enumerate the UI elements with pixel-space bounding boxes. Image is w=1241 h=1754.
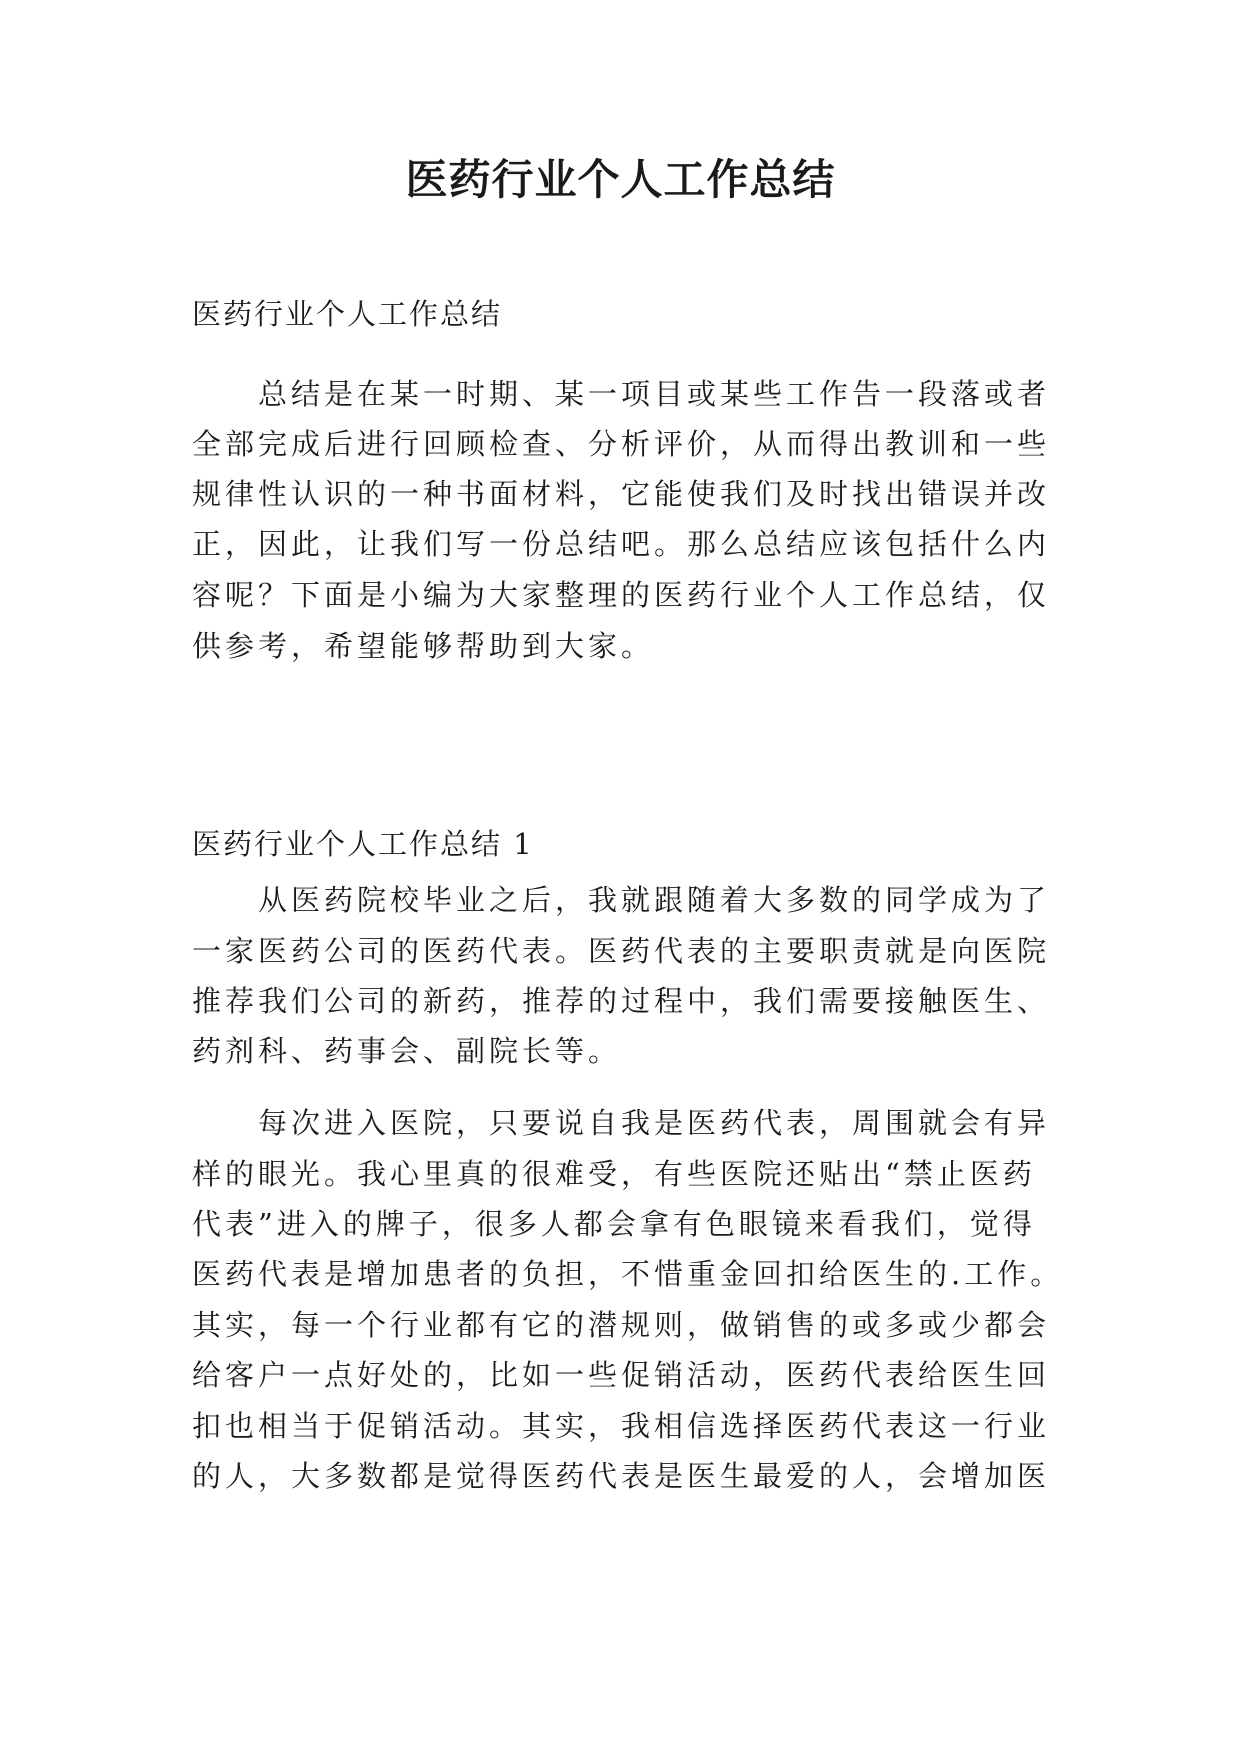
section1-para1-line: 推荐我们公司的新药，推荐的过程中，我们需要接触医生、 bbox=[192, 984, 1051, 1018]
section1-para1-line: 从医药院校毕业之后，我就跟随着大多数的同学成为了 bbox=[258, 883, 1051, 917]
section1-para2-line: 其实，每一个行业都有它的潜规则，做销售的或多或少都会 bbox=[192, 1308, 1051, 1342]
section1-para2-line: 的人，大多数都是觉得医药代表是医生最爱的人，会增加医 bbox=[192, 1459, 1051, 1493]
section1-para2-line: 每次进入医院，只要说自我是医药代表，周围就会有异 bbox=[258, 1106, 1051, 1140]
section1-para1-line: 药剂科、药事会、副院长等。 bbox=[192, 1034, 622, 1068]
section1-para2-line: 代表”进入的牌子，很多人都会拿有色眼镜来看我们，觉得 bbox=[192, 1207, 1036, 1241]
intro-line: 规律性认识的一种书面材料，它能使我们及时找出错误并改 bbox=[192, 477, 1051, 511]
section1-para2-line: 给客户一点好处的，比如一些促销活动，医药代表给医生回 bbox=[192, 1358, 1051, 1392]
section1-para2-line: 医药代表是增加患者的负担，不惜重金回扣给医生的.工作。 bbox=[192, 1257, 1064, 1291]
document-subtitle: 医药行业个人工作总结 bbox=[192, 297, 503, 331]
section-heading: 医药行业个人工作总结 1 bbox=[192, 827, 534, 861]
intro-line: 全部完成后进行回顾检查、分析评价，从而得出教训和一些 bbox=[192, 427, 1051, 461]
document-title: 医药行业个人工作总结 bbox=[405, 155, 836, 204]
section1-para2-line: 样的眼光。我心里真的很难受，有些医院还贴出“禁止医药 bbox=[192, 1157, 1036, 1191]
section1-para1-line: 一家医药公司的医药代表。医药代表的主要职责就是向医院 bbox=[192, 934, 1051, 968]
intro-line: 正，因此，让我们写一份总结吧。那么总结应该包括什么内 bbox=[192, 527, 1051, 561]
intro-line: 供参考，希望能够帮助到大家。 bbox=[192, 629, 655, 663]
intro-line: 总结是在某一时期、某一项目或某些工作告一段落或者 bbox=[258, 377, 1051, 411]
section1-para2-line: 扣也相当于促销活动。其实，我相信选择医药代表这一行业 bbox=[192, 1409, 1051, 1443]
intro-line: 容呢？下面是小编为大家整理的医药行业个人工作总结，仅 bbox=[192, 578, 1051, 612]
